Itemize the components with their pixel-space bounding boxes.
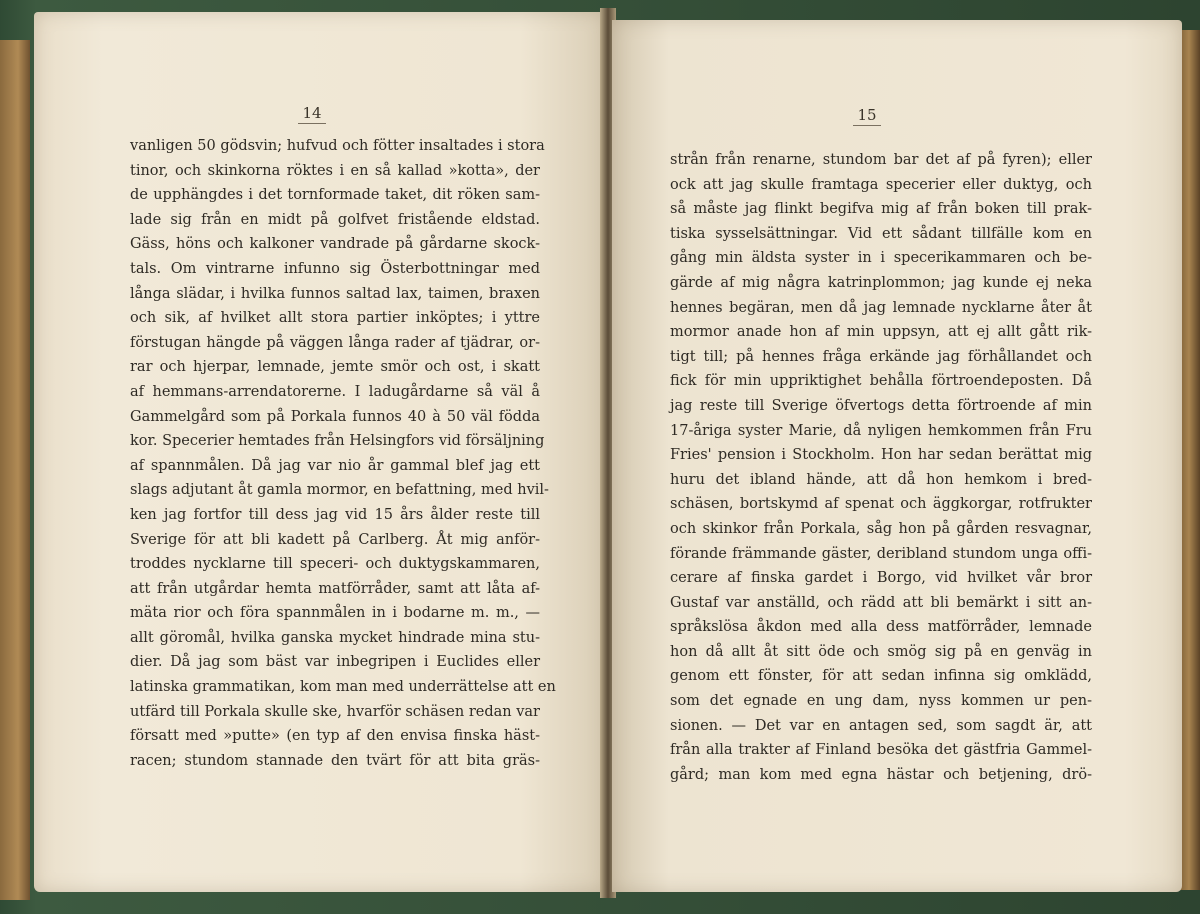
text-line: 17-åriga syster Marie, då nyligen hemkommen från Fru [670, 422, 1092, 439]
right-page-text [670, 148, 1092, 787]
text-line: sionen. — Det var en antagen sed, som sagdt är, att [670, 717, 1092, 734]
text-line: utfärd till Porkala skulle ske, hvarför schäsen redan var [130, 703, 540, 720]
text-line: dier. Då jag som bäst var inbegripen i Euclides eller [130, 654, 540, 671]
text-line: huru det ibland hände, att då hon hemkom i bred- [670, 471, 1092, 488]
text-line: förstugan hängde på väggen långa rader af tjädrar, or- [130, 334, 540, 351]
text-line: af hemmans-arrendatorerne. I ladugårdarne så väl å [130, 383, 540, 400]
text-line: långa slädar, i hvilka funnos saltad lax, taimen, braxen [130, 285, 540, 302]
text-line: Gäss, höns och kalkoner vandrade på gårdarne skock- [130, 236, 540, 253]
text-line: och skinkor från Porkala, såg hon på gården resvagnar, [670, 520, 1092, 537]
text-line: gång min äldsta syster in i specerikammaren och be- [670, 250, 1092, 267]
text-line: genom ett fönster, för att sedan infinna sig omklädd, [670, 668, 1092, 685]
text-line: gärde af mig några katrinplommon; jag kunde ej neka [670, 274, 1092, 291]
text-line: latinska grammatikan, kom man med underrättelse att en [130, 679, 556, 696]
left-page-number: 14 [26, 104, 598, 124]
text-line: förande främmande gäster, deribland stundom unga offi- [670, 545, 1092, 562]
text-line: rar och hjerpar, lemnade, jemte smör och ost, i skatt [130, 359, 540, 376]
text-line: vanligen 50 gödsvin; hufvud och fötter insaltades i stora [130, 138, 545, 154]
text-line: ock att jag skulle framtaga specerier eller duktyg, och [670, 176, 1092, 193]
book-cover-left-edge [0, 40, 30, 900]
left-page-text [130, 134, 556, 773]
text-line: Gustaf var anställd, och rädd att bli bemärkt i sitt an- [670, 594, 1092, 611]
text-line: tiska sysselsättningar. Vid ett sådant tillfälle kom en [670, 225, 1092, 242]
text-line: hon då allt åt sitt öde och smög sig på en genväg in [670, 643, 1092, 660]
text-line: mormor anade hon af min uppsyn, att ej allt gått rik- [670, 324, 1092, 341]
text-line: Fries' pension i Stockholm. Hon har sedan berättat mig [670, 447, 1092, 464]
text-line: kor. Specerier hemtades från Helsingfors vid försäljning [130, 433, 545, 450]
text-line: som det egnade en ung dam, nyss kommen ur pen- [670, 693, 1092, 710]
text-line: af spannmålen. Då jag var nio år gammal blef jag ett [130, 457, 540, 474]
text-line: cerare af finska gardet i Borgo, vid hvilket vår bror [670, 570, 1092, 587]
text-line: så måste jag flinkt begifva mig af från boken till prak- [670, 201, 1092, 218]
text-line: de upphängdes i det tornformade taket, dit röken sam- [130, 187, 540, 204]
right-page [612, 20, 1182, 892]
text-line: språkslösa åkdon med alla dess matförråder, lemnade [670, 619, 1092, 636]
text-line: gård; man kom med egna hästar och betjening, drö- [670, 766, 1092, 783]
text-line: och sik, af hvilket allt stora partier inköptes; i yttre [130, 310, 540, 327]
text-line: racen; stundom stannade den tvärt för att bita gräs- [130, 752, 540, 769]
text-line: försatt med »putte» (en typ af den envisa finska häst- [130, 728, 540, 745]
text-line: att från utgårdar hemta matförråder, samt att låta af- [130, 580, 540, 597]
text-line: jag reste till Sverige öfvertogs detta förtroende af min [670, 397, 1092, 414]
text-line: hennes begäran, men då jag lemnade nycklarne åter åt [670, 299, 1092, 316]
text-line: tals. Om vintrarne infunno sig Österbottningar med [130, 260, 540, 277]
text-line: schäsen, bortskymd af spenat och äggkorgar, rotfrukter [670, 496, 1092, 513]
text-line: tinor, och skinkorna röktes i en så kallad »kotta», der [130, 162, 540, 179]
text-line: Sverige för att bli kadett på Carlberg. Åt mig anför- [130, 531, 540, 548]
text-line: strån från renarne, stundom bar det af på fyren); eller [670, 152, 1092, 168]
text-line: mäta rior och föra spannmålen in i bodarne m. m., — [130, 605, 540, 622]
text-line: fick för min uppriktighet behålla förtroendeposten. Då [670, 373, 1092, 390]
text-line: tigt till; på hennes fråga erkände jag förhållandet och [670, 348, 1092, 365]
left-page [34, 12, 606, 892]
text-line: lade sig från en midt på golfvet fristående eldstad. [130, 211, 540, 228]
text-line: från alla trakter af Finland besöka det gästfria Gammel- [670, 742, 1092, 759]
text-line: Gammelgård som på Porkala funnos 40 à 50 väl födda [130, 408, 540, 425]
text-line: allt göromål, hvilka ganska mycket hindrade mina stu- [130, 629, 540, 646]
right-page-number: 15 [582, 106, 1152, 126]
text-line: slags adjutant åt gamla mormor, en befattning, med hvil- [130, 482, 549, 499]
text-line: troddes nycklarne till speceri- och duktygskammaren, [130, 556, 540, 573]
text-line: ken jag fortfor till dess jag vid 15 års ålder reste till [130, 506, 540, 523]
